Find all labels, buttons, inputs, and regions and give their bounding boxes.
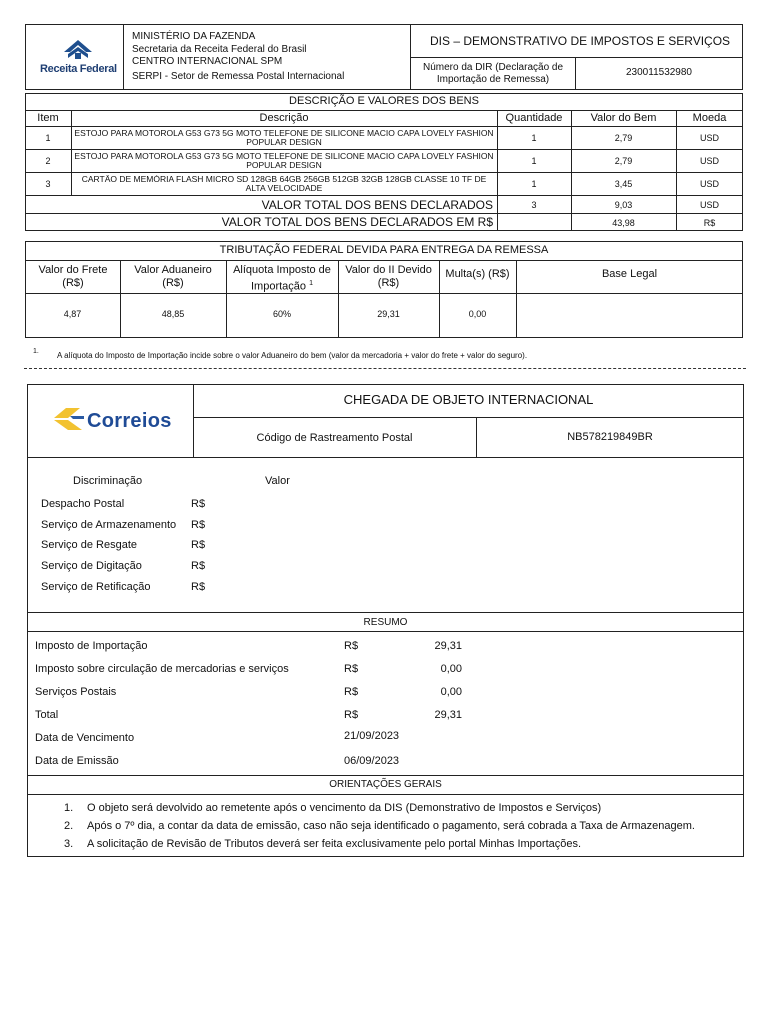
col-header-item: Item (37, 112, 59, 124)
guidance-bottom-line (27, 794, 744, 795)
org-line-4: SERPI - Setor de Remessa Postal Internacional (132, 71, 345, 82)
guidance-title: ORIENTAÇÕES GERAIS (329, 779, 442, 790)
total-brl-value: 43,98 (612, 218, 635, 228)
due-date-label: Data de Vencimento (35, 732, 135, 744)
service-armazenamento-currency: R$ (191, 519, 206, 531)
org-line-2: Secretaria da Receita Federal do Brasil (132, 44, 307, 55)
goods-line-1 (25, 110, 743, 111)
tax-header-rate (228, 264, 336, 294)
correios-title-line (193, 417, 744, 418)
guidance-item-number: 3. (64, 838, 74, 850)
summary-icms-label: Imposto sobre circulação de mercadorias e serviços (35, 663, 289, 675)
tax-header-fines: Multa(s) (R$) (445, 268, 510, 280)
table-row-item: 2 (45, 156, 51, 166)
header-divider-1 (123, 24, 124, 90)
table-row-value: 2,79 (614, 133, 633, 143)
summary-icms-currency: R$ (344, 663, 359, 675)
col-header-currency: Moeda (692, 112, 727, 124)
discrimination-label: Discriminação (73, 475, 143, 487)
service-armazenamento: Serviço de Armazenamento (41, 519, 177, 531)
tax-header-due: Valor do II Devido (R$) (345, 264, 432, 289)
receita-federal-logo-text: Receita Federal (40, 63, 117, 75)
tax-value-fines: 0,00 (468, 309, 487, 319)
service-digitacao: Serviço de Digitação (41, 560, 142, 572)
summary-total-value: 29,31 (434, 709, 462, 721)
tax-header-freight: Valor do Frete (R$) (38, 264, 108, 289)
summary-import-tax-label: Imposto de Importação (35, 640, 148, 652)
table-row-description: ESTOJO PARA MOTOROLA G53 G73 5G MOTO TELEFONE DE SILICONE MACIO CAPA LOVELY FASHION POPULAR DESIGN (74, 152, 494, 170)
tracking-code: NB578219849BR (567, 431, 653, 443)
summary-total-currency: R$ (344, 709, 359, 721)
dir-label: Número da DIR (Declaração de Importação de Remessa) (422, 62, 564, 85)
guidance-top-line (27, 775, 744, 776)
summary-bottom-line (27, 631, 744, 632)
org-line-1: MINISTÉRIO DA FAZENDA (132, 31, 256, 42)
col-header-description: Descrição (259, 112, 309, 124)
col-header-value: Valor do Bem (590, 112, 657, 124)
table-row-qty: 1 (531, 133, 537, 143)
correios-logo-text: Correios (87, 410, 172, 432)
tax-line-1 (25, 260, 743, 261)
total-declared-value: 9,03 (614, 200, 633, 210)
total-declared-qty: 3 (531, 200, 537, 210)
summary-postal-value: 0,00 (440, 686, 462, 698)
header-divider-h (410, 57, 743, 58)
tax-col-line-3 (338, 260, 339, 338)
table-row-qty: 1 (531, 179, 537, 189)
guidance-item-text: A solicitação de Revisão de Tributos deverá ser feita exclusivamente pelo portal Minhas Importações. (87, 838, 582, 850)
correios-logo (52, 406, 172, 436)
tax-value-customs: 48,85 (161, 309, 185, 319)
guidance-item-number: 1. (64, 802, 74, 814)
correios-header-line (27, 457, 744, 458)
summary-icms-value: 0,00 (440, 663, 462, 675)
tax-section-title: TRIBUTAÇÃO FEDERAL DEVIDA PARA ENTREGA DA REMESSA (219, 244, 549, 256)
guidance-item-text: Após o 7º dia, a contar da data de emissão, caso não seja identificado o pagamento, será cobrada a Taxa de Armazenagem. (87, 820, 695, 832)
goods-line-5 (25, 195, 743, 196)
tax-value-freight: 4,87 (63, 309, 82, 319)
tax-header-rate-text: Alíquota Imposto de Importação (233, 264, 331, 293)
total-declared-label: VALOR TOTAL DOS BENS DECLARADOS (261, 198, 493, 212)
tracking-label: Código de Rastreamento Postal (256, 432, 413, 444)
total-brl-label: VALOR TOTAL DOS BENS DECLARADOS EM R$ (221, 215, 493, 229)
goods-line-3 (25, 149, 743, 150)
table-row-value: 2,79 (614, 156, 633, 166)
goods-line-2 (25, 126, 743, 127)
guidance-item-number: 2. (64, 820, 74, 832)
footnote-text: A alíquota do Imposto de Importação incide sobre o valor Aduaneiro do bem (valor da mercadoria + valor do frete + valor do seguro). (57, 351, 528, 360)
summary-top-line (27, 612, 744, 613)
footnote-mark: 1. (33, 348, 39, 355)
service-retificacao-currency: R$ (191, 581, 206, 593)
receita-federal-logo (40, 38, 116, 78)
table-row-currency: USD (699, 179, 719, 189)
summary-title: RESUMO (363, 617, 408, 628)
issue-date-label: Data de Emissão (35, 755, 119, 767)
summary-import-tax-currency: R$ (344, 640, 359, 652)
tax-value-rate: 60% (272, 309, 291, 319)
table-row-currency: USD (699, 133, 719, 143)
goods-col-line-4 (676, 110, 677, 231)
issue-date-value: 06/09/2023 (344, 755, 400, 767)
org-line-3: CENTRO INTERNACIONAL SPM (132, 56, 283, 67)
table-row-description: ESTOJO PARA MOTOROLA G53 G73 5G MOTO TELEFONE DE SILICONE MACIO CAPA LOVELY FASHION POPULAR DESIGN (74, 129, 494, 147)
receita-federal-emblem-icon (60, 38, 96, 60)
summary-postal-currency: R$ (344, 686, 359, 698)
goods-section-title: DESCRIÇÃO E VALORES DOS BENS (289, 95, 479, 107)
correios-title: CHEGADA DE OBJETO INTERNACIONAL (343, 392, 594, 407)
tax-header-legal: Base Legal (601, 268, 658, 280)
goods-line-6 (25, 213, 743, 214)
goods-col-line-2 (497, 110, 498, 231)
service-resgate-currency: R$ (191, 539, 206, 551)
service-resgate: Serviço de Resgate (41, 539, 137, 551)
table-row-description: CARTÃO DE MEMÓRIA FLASH MICRO SD 128GB 64GB 256GB 512GB 32GB 128GB CLASSE 10 TF DE ALTA VELOCIDADE (81, 175, 487, 193)
tax-header-customs: Valor Aduaneiro (R$) (134, 264, 212, 289)
tax-line-2 (25, 293, 743, 294)
total-declared-currency: USD (699, 200, 719, 210)
summary-total-label: Total (35, 709, 59, 721)
table-row-value: 3,45 (614, 179, 633, 189)
tax-col-line-2 (226, 260, 227, 338)
due-date-value: 21/09/2023 (344, 730, 400, 742)
tax-col-line-1 (120, 260, 121, 338)
doc-title: DIS – DEMONSTRATIVO DE IMPOSTOS E SERVIÇOS (430, 34, 731, 48)
table-row-item: 3 (45, 179, 51, 189)
table-row-currency: USD (699, 156, 719, 166)
correios-emblem-icon (52, 406, 86, 432)
table-row-item: 1 (45, 133, 51, 143)
total-brl-currency: R$ (703, 218, 716, 228)
cut-line (24, 368, 746, 369)
tax-header-rate-footnote: 1 (309, 280, 313, 287)
guidance-item-text: O objeto será devolvido ao remetente após o vencimento da DIS (Demonstrativo de Impostos e Serviços) (87, 802, 602, 814)
dir-number: 230011532980 (626, 67, 692, 78)
summary-postal-label: Serviços Postais (35, 686, 117, 698)
col-header-quantity: Quantidade (505, 112, 563, 124)
goods-col-line-3 (571, 110, 572, 231)
value-label: Valor (265, 475, 290, 487)
goods-line-4 (25, 172, 743, 173)
service-despacho: Despacho Postal (41, 498, 125, 510)
service-retificacao: Serviço de Retificação (41, 581, 151, 593)
table-row-qty: 1 (531, 156, 537, 166)
service-digitacao-currency: R$ (191, 560, 206, 572)
summary-import-tax-value: 29,31 (434, 640, 462, 652)
service-despacho-currency: R$ (191, 498, 206, 510)
tax-value-due: 29,31 (377, 309, 400, 319)
